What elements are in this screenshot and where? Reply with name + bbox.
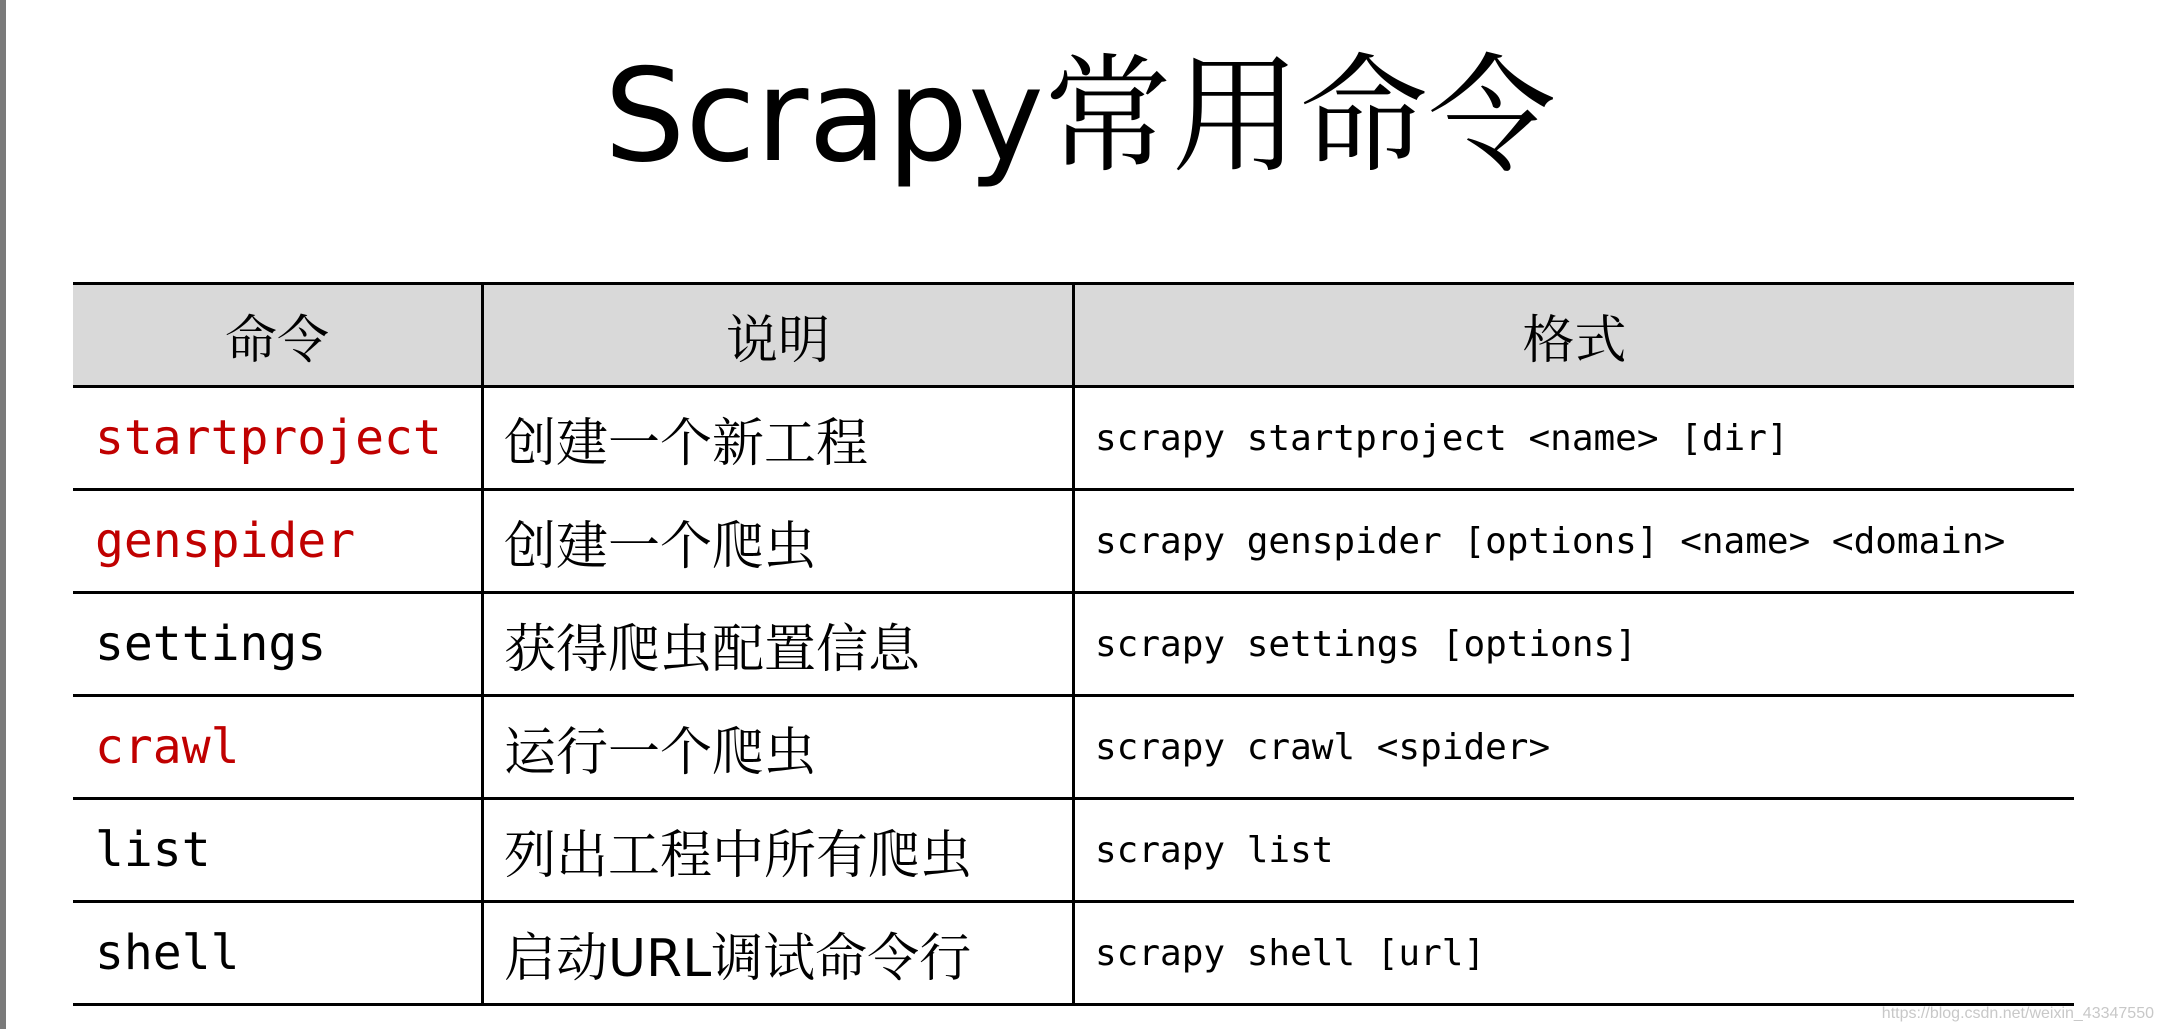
table-row (73, 387, 2074, 490)
table-row (73, 696, 2074, 799)
command-cell: genspider (73, 490, 483, 593)
header-command: 命令 (73, 284, 483, 387)
header-description: 说明 (483, 284, 1074, 387)
format-cell: scrapy list (1074, 799, 2075, 902)
table-row (73, 902, 2074, 1005)
format-cell: scrapy crawl <spider> (1074, 696, 2075, 799)
format-cell: scrapy startproject <name> [dir] (1074, 387, 2075, 490)
description-cell: 获得爬虫配置信息 (483, 593, 1074, 696)
description-cell: 列出工程中所有爬虫 (483, 799, 1074, 902)
description-cell: 运行一个爬虫 (483, 696, 1074, 799)
slide-title: Scrapy常用命令 (604, 42, 1556, 191)
commands-table (73, 282, 2074, 1006)
table-header-row (73, 284, 2074, 387)
command-cell: crawl (73, 696, 483, 799)
format-cell: scrapy genspider [options] <name> <domain> (1074, 490, 2075, 593)
description-cell: 创建一个爬虫 (483, 490, 1074, 593)
format-cell: scrapy settings [options] (1074, 593, 2075, 696)
description-cell: 创建一个新工程 (483, 387, 1074, 490)
format-cell: scrapy shell [url] (1074, 902, 2075, 1005)
table-row (73, 490, 2074, 593)
description-cell: 启动URL调试命令行 (483, 902, 1074, 1005)
command-cell: settings (73, 593, 483, 696)
command-cell: shell (73, 902, 483, 1005)
table-row (73, 799, 2074, 902)
header-format: 格式 (1074, 284, 2075, 387)
table-row (73, 593, 2074, 696)
command-cell: list (73, 799, 483, 902)
command-cell: startproject (73, 387, 483, 490)
watermark-url: https://blog.csdn.net/weixin_43347550 (1881, 1005, 2154, 1022)
